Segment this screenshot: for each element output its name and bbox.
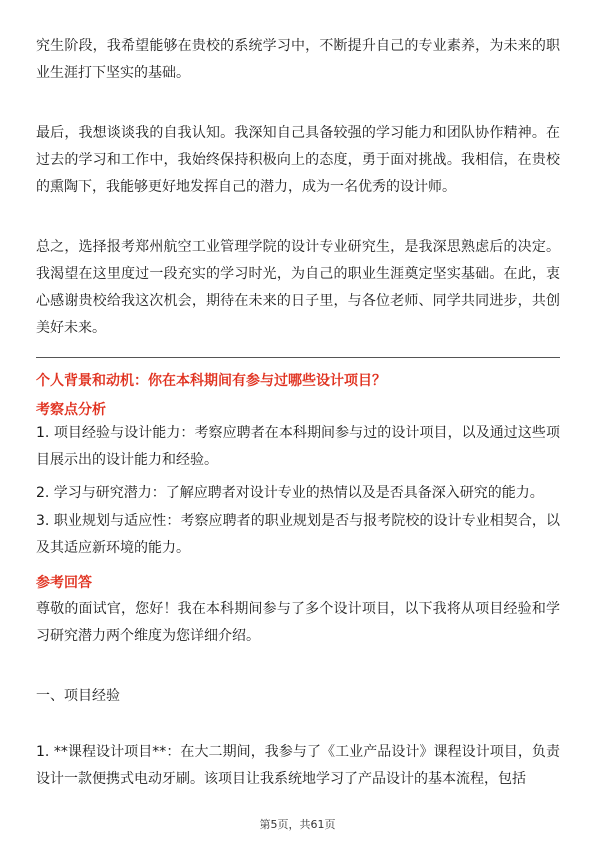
intro-paragraph-3: 总之，选择报考郑州航空工业管理学院的设计专业研究生，是我深思熟虑后的决定。我渴望在这里度过一段充实的学习时光，为自己的职业生涯奠定坚实基础。在此，衷心感谢贵校给我这次机会，期待在未来的日子里，与各位老师、同学共同进步，共创美好未来。 [36, 239, 560, 336]
section-divider [36, 357, 560, 358]
answer-heading: 参考回答 [36, 575, 92, 591]
question-heading: 个人背景和动机：你在本科期间有参与过哪些设计项目？ [36, 373, 386, 389]
analysis-item-2: 2. 学习与研究潜力：了解应聘者对设计专业的热情以及是否具备深入研究的能力。 [36, 485, 544, 501]
intro-paragraph-2: 最后，我想谈谈我的自我认知。我深知自己具备较强的学习能力和团队协作精神。在过去的学习和工作中，我始终保持积极向上的态度，勇于面对挑战。我相信，在贵校的熏陶下，我能够更好地发挥自己的潜力，成为一名优秀的设计师。 [36, 125, 560, 195]
analysis-item-3: 3. 职业规划与适应性：考察应聘者的职业规划是否与报考院校的设计专业相契合，以及其适应新环境的能力。 [36, 513, 560, 556]
analysis-item-1: 1. 项目经验与设计能力：考察应聘者在本科期间参与过的设计项目，以及通过这些项目展示出的设计能力和经验。 [36, 425, 560, 468]
answer-item-1: 1. **课程设计项目**：在大二期间，我参与了《工业产品设计》课程设计项目，负责设计一款便携式电动牙刷。该项目让我系统地学习了产品设计的基本流程，包括 [36, 744, 560, 787]
answer-section-title: 一、项目经验 [36, 688, 120, 704]
page-footer: 第5页，共61页 [259, 818, 336, 831]
answer-opening: 尊敬的面试官，您好！我在本科期间参与了多个设计项目，以下我将从项目经验和学习研究潜力两个维度为您详细介绍。 [36, 601, 560, 644]
intro-paragraph-1: 究生阶段，我希望能够在贵校的系统学习中，不断提升自己的专业素养，为未来的职业生涯打下坚实的基础。 [36, 38, 560, 81]
analysis-heading: 考察点分析 [36, 402, 106, 418]
